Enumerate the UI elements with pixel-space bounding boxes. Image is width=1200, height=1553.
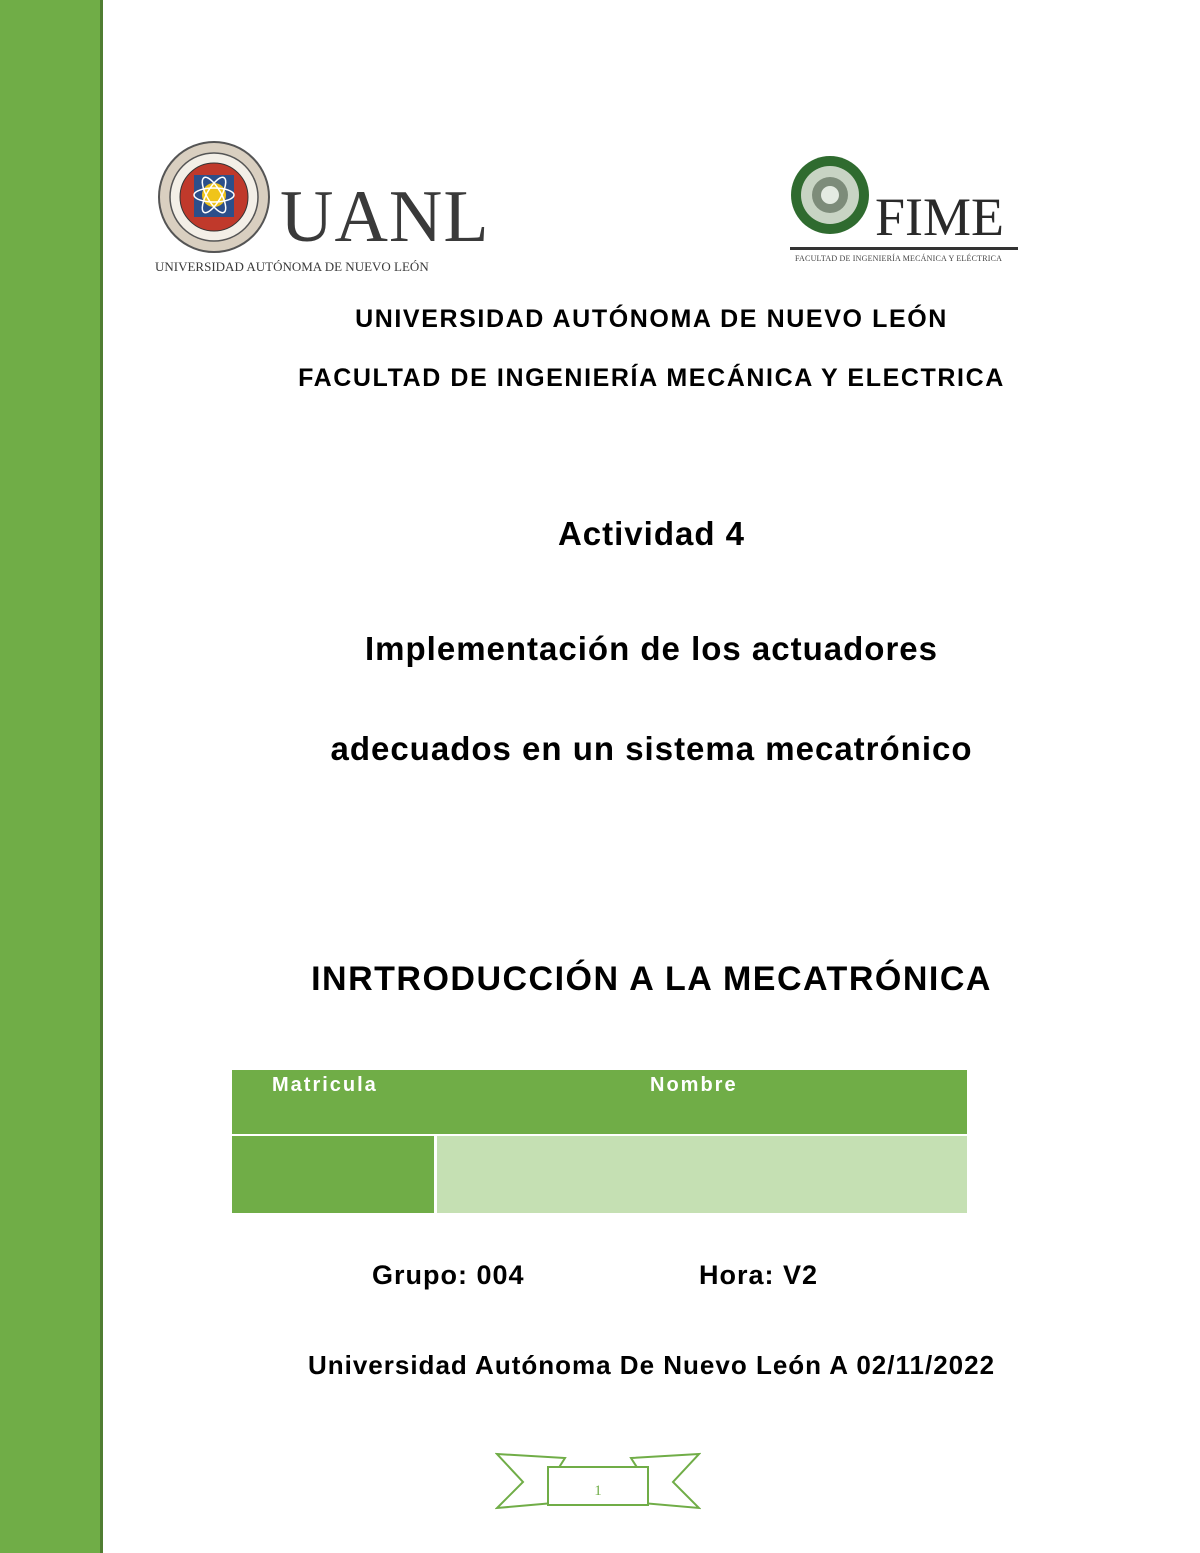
- fime-subtitle: FACULTAD DE INGENIERÍA MECÁNICA Y ELÉCTRICA: [795, 254, 1003, 263]
- header-nombre: Nombre: [650, 1074, 738, 1096]
- cell-matricula: [232, 1136, 434, 1213]
- activity-title-line1: Implementación de los actuadores: [365, 630, 938, 667]
- header-matricula: Matricula: [272, 1074, 378, 1096]
- student-table: [232, 1070, 967, 1213]
- table-header-row: [232, 1070, 967, 1134]
- course-title: INRTRODUCCIÓN A LA MECATRÓNICA: [311, 960, 992, 998]
- activity-title-line2: adecuados en un sistema mecatrónico: [330, 730, 973, 767]
- footer-university-date: Universidad Autónoma De Nuevo León A 02/11/2022: [307, 1350, 996, 1380]
- fime-wordmark: FIME: [875, 187, 1005, 247]
- uanl-subtitle: UNIVERSIDAD AUTÓNOMA DE NUEVO LEÓN: [155, 259, 429, 274]
- page-number: 1: [594, 1483, 602, 1499]
- university-heading: UNIVERSIDAD AUTÓNOMA DE NUEVO LEÓN: [355, 305, 948, 333]
- faculty-heading: FACULTAD DE INGENIERÍA MECÁNICA Y ELECTRICA: [298, 364, 1005, 392]
- uanl-seal-icon: [157, 140, 272, 255]
- group-label: Grupo: 004: [372, 1260, 525, 1290]
- fime-logo: [785, 150, 1025, 270]
- page-number-ribbon-icon: [495, 1452, 701, 1512]
- fime-divider: [790, 247, 1018, 250]
- side-accent-bar: [0, 0, 103, 1553]
- activity-label: Actividad 4: [557, 515, 746, 552]
- cell-nombre: [437, 1136, 967, 1213]
- fime-seal-icon: [790, 150, 870, 240]
- hour-label: Hora: V2: [699, 1260, 819, 1290]
- uanl-logo: [155, 140, 490, 280]
- uanl-wordmark: UANL: [280, 176, 490, 258]
